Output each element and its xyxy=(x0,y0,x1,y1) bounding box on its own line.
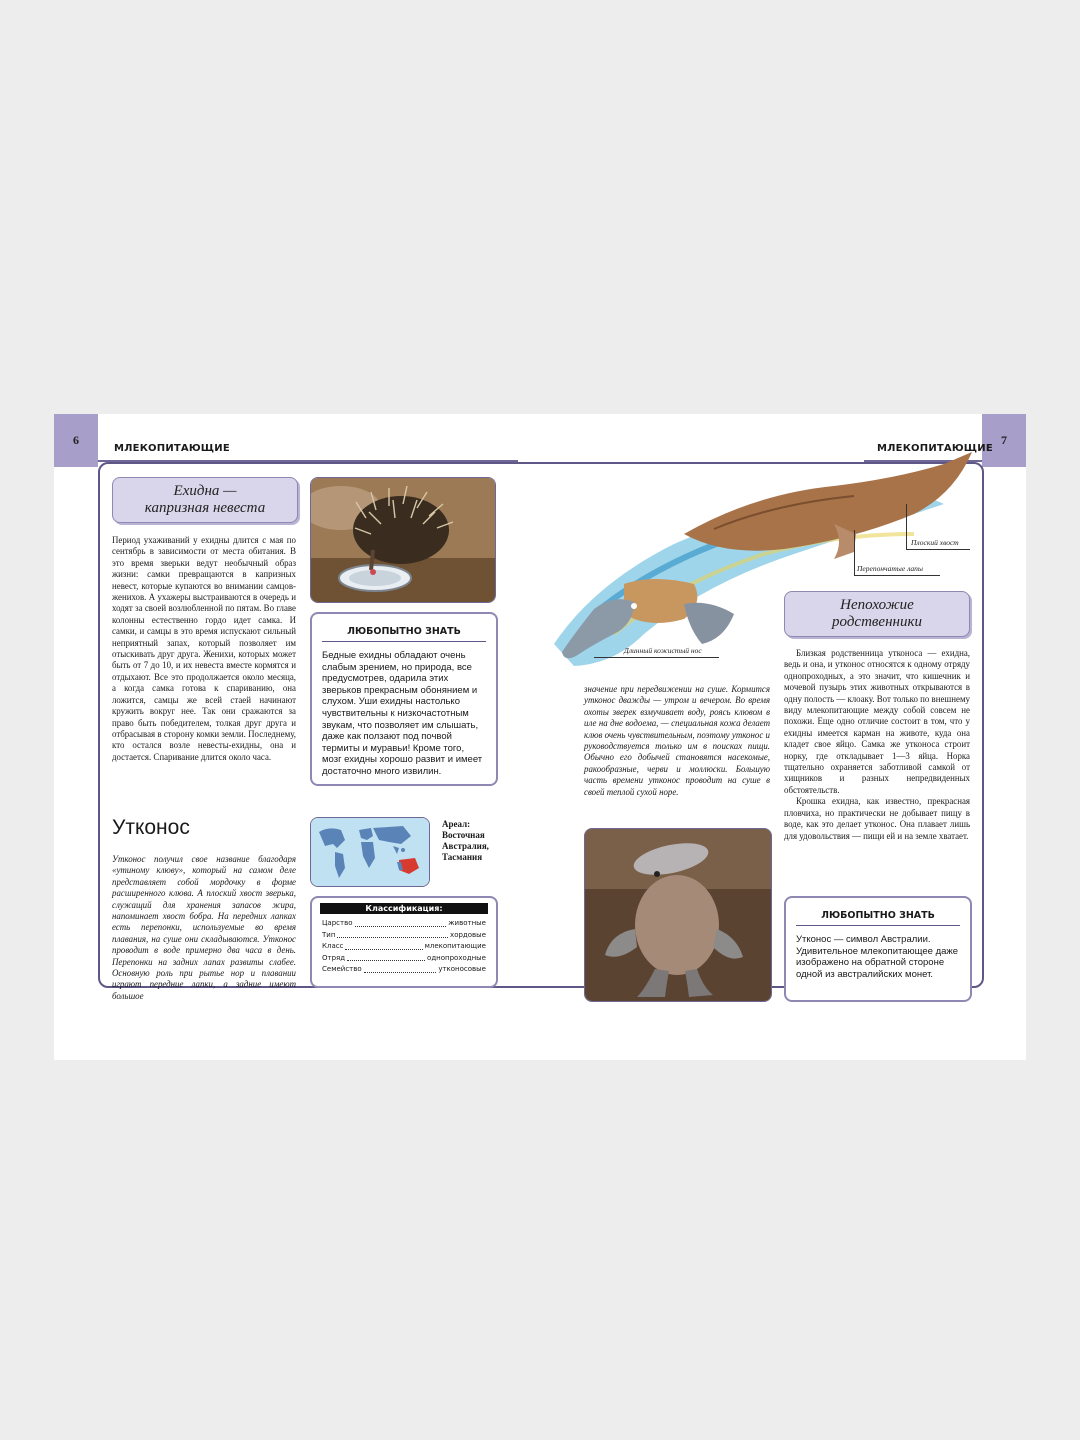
label-long-nose: Длинный кожистый нос xyxy=(624,646,702,655)
book-spread xyxy=(54,414,1026,1060)
running-head-left: МЛЕКОПИТАЮЩИЕ xyxy=(114,443,230,454)
range-label: Ареал: xyxy=(442,819,471,829)
range-value: Восточная Австралия, Тасмания xyxy=(442,830,489,862)
fact-box-echidna-title: ЛЮБОПЫТНО ЗНАТЬ xyxy=(322,626,486,642)
fact-box-echidna xyxy=(310,612,498,786)
platypus-illustration xyxy=(534,434,974,674)
classification-row: Тип хордовые xyxy=(322,930,486,939)
running-head-right: МЛЕКОПИТАЮЩИЕ xyxy=(877,443,993,454)
leader-line-nose xyxy=(594,657,719,658)
relatives-paragraph-1: Близкая родственница утконоса — ехидна, ведь и она, и утконос относятся к одному отряду однопроходных, а это значит, что кишечник и мочевой пузырь этих животных открываются в одну полость — клоаку. Вот только по внешнему виду млекопитающие между собой совсем не похожи. Еще одно отличие состоит в том, что у ехидны имеется карман на животе, куда она кладет свое яйцо. Самка же утконоса строит норку, где откладывает 1—3 яйца. Норка тщательно охраняется заботливой самкой от хищников и разных непредвиденных обстоятельств. xyxy=(784,648,970,795)
range-map xyxy=(310,817,430,887)
echidna-photo xyxy=(310,477,496,603)
classification-row: Семейство утконосовые xyxy=(322,965,486,973)
platypus-photo xyxy=(584,828,772,1002)
platypus-article: Утконос получил свое название благодаря «утиному клюву», который на самом деле представляет собой мордочку в форме расширенного клюва. А плоский хвост зверька, служащий для хранения запасов жира, напоминает хвост бобра. На передних лапках есть перепонки, используемые во время плавания, на суше они складываются. Утконос проводит в воде примерно два часа в день. Перепонки на задних лапах развиты слабее. Основную роль при рытье нор и плавании играют передние лапки, а задние имеют большое xyxy=(112,854,296,1001)
label-flat-tail: Плоский хвост xyxy=(911,538,959,547)
page-number-right: 7 xyxy=(982,414,1026,467)
label-webbed-feet: Перепончатые лапы xyxy=(857,564,924,573)
fact-box-platypus-text: Утконос — символ Австралии. Удивительное млекопитающее даже изображено на обратной стороне одной из австралийских монет. xyxy=(796,934,959,980)
fact-box-platypus-title: ЛЮБОПЫТНО ЗНАТЬ xyxy=(796,910,960,926)
relatives-article xyxy=(784,648,970,842)
classification-row: Отряд однопроходные xyxy=(322,953,486,962)
relatives-paragraph-2: Крошка ехидна, как известно, прекрасная пловчиха, но практически не добывает пищу в воде, как это делает утконос. Она плавает лишь для удовольствия — пищи ей и на земле хватает. xyxy=(784,796,970,841)
classification-row: Класс млекопитающие xyxy=(322,942,486,950)
leader-line-feet xyxy=(854,530,855,575)
fact-box-platypus xyxy=(784,896,972,1002)
fact-box-echidna-text: Бедные ехидны обладают очень слабым зрением, но природа, все предусмотрев, одарила этих зверьков прекрасным обонянием и слухом. Уши ехидны настолько чувствительны к низкочастотным звукам, что позволяет им слышать, даже как ползают под почвой термиты и муравьи! Кроме того, мозг ехидны хорошо развит и имеет достаточно много извилин. xyxy=(322,650,483,777)
leader-line-tail-h xyxy=(906,549,970,550)
platypus-heading: Утконос xyxy=(112,816,190,839)
leader-line-tail xyxy=(906,504,907,549)
classification-row: Царство животные xyxy=(322,919,486,927)
echidna-heading: Ехидна — капризная невеста xyxy=(112,477,298,523)
page-number-left: 6 xyxy=(54,414,98,467)
echidna-article: Период ухаживаний у ехидны длится с мая по сентябрь в зависимости от места обитания. В это время зверьки ведут необычный образ жизни: самки превращаются в капризных невест, которые купаются во внимании самцов-женихов. А ухажеры выстраиваются в очередь и ходят за своей возлюбленной по пятам. Во главе колонны естественно гордо идет самка. И самки, и самцы в это время испускают сильный неприятный запах, который позволяет им отыскивать друг друга. Женихи, которых может быть от 7 до 10, и их невеста вместе кормятся и отдыхают. Все это продолжается около месяца, а когда самка готова к спариванию, она ложится, самцы же всей стаей начинают кружить вокруг нее. Так они сражаются за право быть победителем, толкая друг друга и отбрасывая в сторону комки земли. Последнему, кто остался возле невесты-ехидны, она и достается. Спаривание длится около часа. xyxy=(112,535,296,762)
platypus-article-continued: значение при передвижении на суше. Кормится утконос дважды — утром и вечером. Во время охоты зверек взмучивает воду, роясь клювом в иле на дне водоема, — специальная кожа делает клюв очень чувствительным, поэтому утконос и руководствуется только им в поисках пищи. Обычно его добычей становятся насекомые, ракообразные, черви и моллюски. Большую часть времени утконос проводит на суше в своей теплой сухой норе. xyxy=(584,684,770,797)
classification-title: Классификация: xyxy=(320,903,488,914)
leader-line-feet-h xyxy=(854,575,940,576)
relatives-heading: Непохожие родственники xyxy=(784,591,970,637)
classification-box xyxy=(310,896,498,988)
